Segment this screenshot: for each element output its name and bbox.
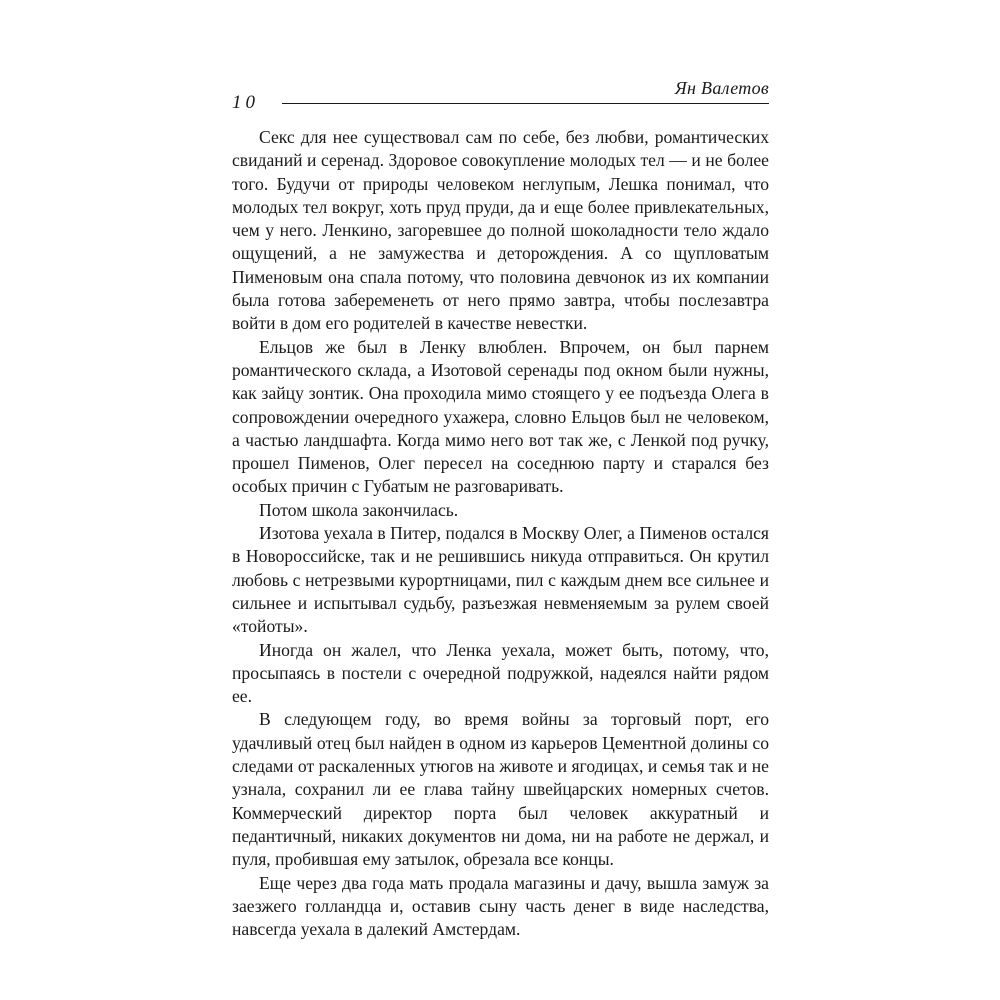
paragraph: Иногда он жалел, что Ленка уехала, может быть, потому, что, просыпаясь в постели с очередной подружкой, надеялся найти рядом ее. bbox=[232, 639, 769, 707]
header-rule bbox=[282, 103, 769, 104]
page-header bbox=[232, 72, 769, 112]
paragraph: В следующем году, во время войны за торговый порт, его удачливый отец был найден в одном из карьеров Цементной долины со следами от раскаленных утюгов на животе и ягодицах, и семья так и не узнала, сохранил ли ее глава тайну швейцарских номерных счетов. Коммерческий директор порта был человек аккуратный и педантичный, никаких документов ни дома, ни на работе не держал, и пуля, пробившая ему затылок, обрезала все концы. bbox=[232, 709, 769, 870]
paragraph: Изотова уехала в Питер, подался в Москву Олег, а Пименов остался в Новороссийске, так и не решившись никуда отправиться. Он крутил любовь с нетрезвыми курортницами, пил с каждым днем все сильнее и сильнее и испытывал судьбу, разъезжая невменяемым за рулем своей «тойоты». bbox=[232, 523, 769, 637]
paragraph: Ельцов же был в Ленку влюблен. Впрочем, он был парнем романтического склада, а Изотовой серенады под окном были нужны, как зайцу зонтик. Она проходила мимо стоящего у ее подъезда Олега в сопровождении очередного ухажера, словно Ельцов был не человеком, а частью ландшафта. Когда мимо него вот так же, с Ленкой под ручку, прошел Пименов, Олег пересел на соседнюю парту и старался без особых причин с Губатым не разговаривать. bbox=[232, 336, 769, 497]
paragraph: Потом школа закончилась. bbox=[259, 499, 459, 520]
running-head-author: Ян Валетов bbox=[674, 78, 769, 98]
paragraph: Еще через два года мать продала магазины и дачу, вышла замуж за заезжего голландца и, оставив сыну часть денег в виде наследства, навсегда уехала в далекий Амстердам. bbox=[232, 872, 769, 940]
paragraph: Секс для нее существовал сам по себе, без любви, романтических свиданий и серенад. Здоровое совокупление молодых тел — и не более того. Будучи от природы человеком неглупым, Лешка понимал, что молодых тел вокруг, хоть пруд пруди, да и еще более привлекательных, чем у него. Ленкино, загоревшее до полной шоколадности тело ждало ощущений, а не замужества и деторождения. А со щупловатым Пименовым она спала потому, что половина девчонок из их компании была готова забеременеть от него прямо завтра, чтобы послезавтра войти в дом его родителей в качестве невестки. bbox=[232, 127, 769, 334]
page-number: 10 bbox=[232, 92, 259, 113]
body-text bbox=[232, 126, 769, 941]
